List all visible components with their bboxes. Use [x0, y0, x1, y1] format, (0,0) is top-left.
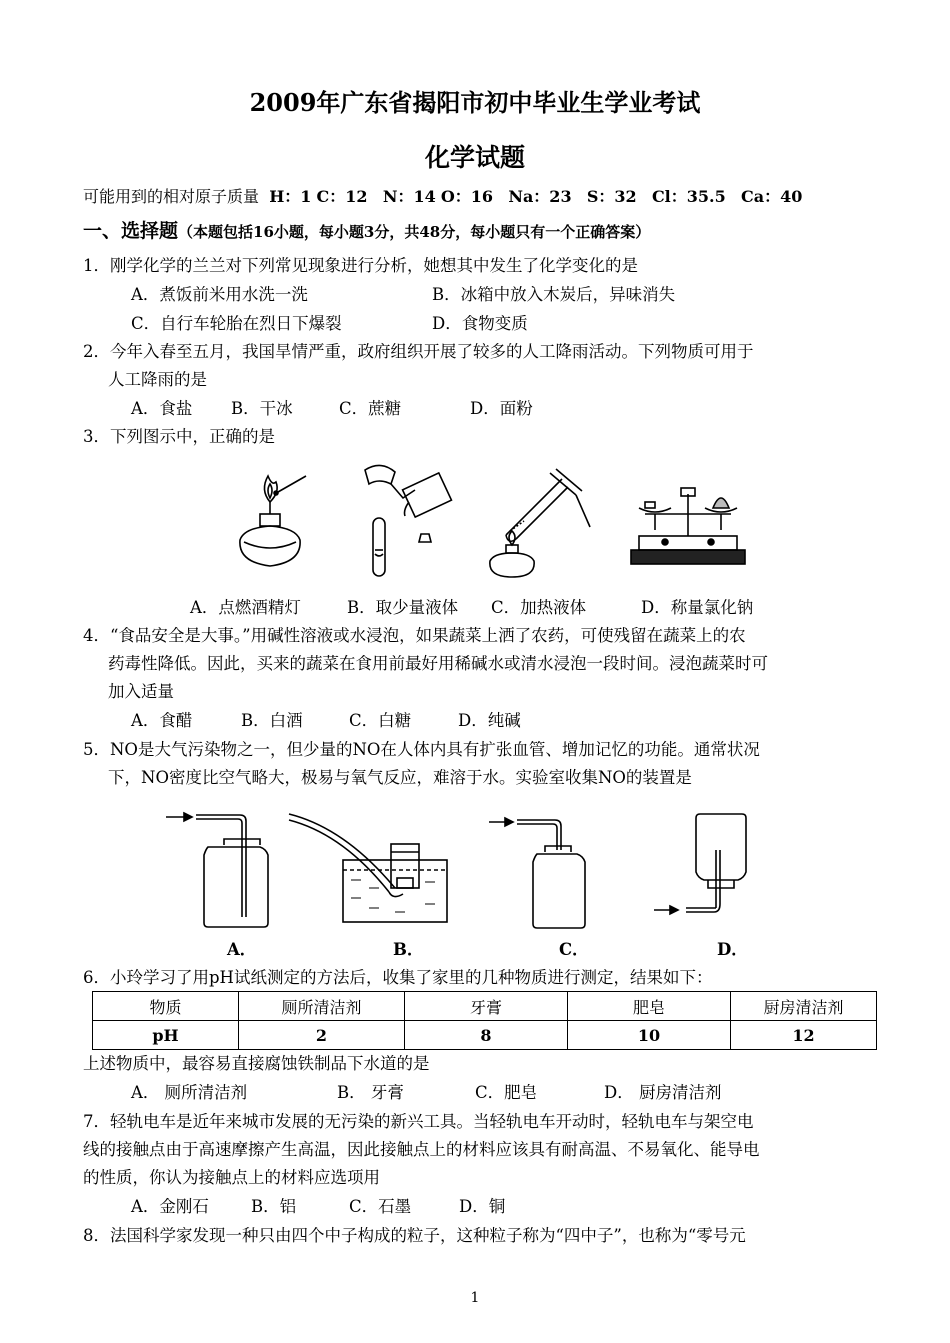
q2-stem-line2: 人工降雨的是: [108, 370, 207, 389]
q6-stem: 6．小玲学习了用pH试纸测定的方法后，收集了家里的几种物质进行测定，结果如下：: [83, 968, 713, 987]
ph-table-value-cell: 12: [731, 1021, 877, 1050]
q1-option-d: D．食物变质: [432, 314, 528, 333]
q1-stem: 1．刚学化学的兰兰对下列常见现象进行分析，她想其中发生了化学变化的是: [83, 256, 638, 275]
take-liquid-figure: [345, 458, 455, 582]
q4-option-d: D．纯碱: [458, 711, 521, 730]
atomic-mass-n: N：14: [382, 187, 436, 206]
q4-stem-line1: 4．“食品安全是大事。”用碱性溶液或水浸泡，如果蔬菜上洒了农药，可使残留在蔬菜上的农: [83, 626, 746, 645]
q2-option-c: C．蔗糖: [339, 399, 402, 418]
inverted-bottle-figure: [650, 810, 750, 920]
ph-table-value-row: [93, 1021, 877, 1050]
ph-table-header-cell: 厨房清洁剂: [731, 992, 877, 1021]
q6-stem-line2: 上述物质中，最容易直接腐蚀铁制品下水道的是: [83, 1054, 430, 1073]
balance-scale-figure: [625, 478, 750, 568]
water-trough-collection-figure: [285, 808, 455, 930]
ph-table: [92, 991, 877, 1050]
page-subtitle: 化学试题: [424, 143, 525, 172]
q2-option-d: D．面粉: [470, 399, 533, 418]
ph-table-value-cell: pH: [93, 1021, 239, 1050]
ph-table-header-cell: 厕所清洁剂: [239, 992, 405, 1021]
atomic-mass-na: Na：23: [508, 187, 572, 206]
q7-stem-line1: 7．轻轨电车是近年来城市发展的无污染的新兴工具。当轻轨电车开动时，轻轨电车与架空电: [83, 1112, 754, 1131]
q5-stem-line2: 下，NO密度比空气略大，极易与氧气反应，难溶于水。实验室收集NO的装置是: [108, 768, 692, 787]
q4-stem-line2: 药毒性降低。因此，买来的蔬菜在食用前最好用稀碱水或清水浸泡一段时间。浸泡蔬菜时可: [108, 654, 768, 673]
q2-stem-line1: 2．今年入春至五月，我国旱情严重，政府组织开展了较多的人工降雨活动。下列物质可用于: [83, 342, 754, 361]
q6-option-d: D． 厨房清洁剂: [604, 1083, 722, 1102]
atomic-mass-c: C：12: [316, 187, 368, 206]
ph-table-header-row: [93, 992, 877, 1021]
q7-option-c: C．石墨: [349, 1197, 412, 1216]
q3-option-c: C．加热液体: [491, 598, 587, 617]
q6-option-c: C．肥皂: [475, 1083, 538, 1102]
q5-stem-line1: 5．NO是大气污染物之一，但少量的NO在人体内具有扩张血管、增加记忆的功能。通常状况: [83, 740, 760, 759]
section-heading: [83, 219, 650, 244]
ph-table-header-cell: 牙膏: [405, 992, 568, 1021]
atomic-mass-s: S：32: [586, 187, 637, 206]
ph-table-header-cell: 物质: [93, 992, 239, 1021]
q3-option-b: B．取少量液体: [347, 598, 459, 617]
ph-table-value-cell: 8: [405, 1021, 568, 1050]
q7-option-a: A．金刚石: [131, 1197, 209, 1216]
atomic-mass-line: [83, 185, 802, 209]
heat-liquid-figure: [480, 465, 595, 581]
q7-option-b: B．铝: [251, 1197, 297, 1216]
q6-option-a: A． 厕所清洁剂: [131, 1083, 248, 1102]
atomic-mass-cl: Cl：35.5: [651, 187, 726, 206]
q1-option-c: C．自行车轮胎在烈日下爆裂: [131, 314, 342, 333]
gas-bottle-short-tube-figure: [485, 808, 590, 930]
ph-table-value-cell: 2: [239, 1021, 405, 1050]
q8-stem-line1: 8．法国科学家发现一种只由四个中子构成的粒子，这种粒子称为“四中子”，也称为“零号元: [83, 1226, 746, 1245]
q5-option-b: B．: [393, 940, 424, 959]
section-title: 一、选择题: [83, 220, 179, 242]
atomic-mass-ca: Ca：40: [741, 187, 803, 206]
q5-option-a: A．: [227, 940, 257, 959]
q6-option-b: B． 牙膏: [337, 1083, 404, 1102]
page-title: 2009年广东省揭阳市初中毕业生学业考试: [249, 88, 701, 117]
atomic-mass-o: O：16: [440, 187, 494, 206]
q1-option-b: B．冰箱中放入木炭后，异味消失: [432, 285, 676, 304]
q7-option-d: D．铜: [459, 1197, 506, 1216]
q7-stem-line2: 线的接触点由于高速摩擦产生高温，因此接触点上的材料应该具有耐高温、不易氧化、能导电: [83, 1140, 760, 1159]
q7-stem-line3: 的性质，你认为接触点上的材料应选项用: [83, 1168, 380, 1187]
q5-option-d: D．: [717, 940, 748, 959]
ph-table-value-cell: 10: [568, 1021, 731, 1050]
page-number: 1: [470, 1290, 480, 1306]
alcohol-lamp-lighting-figure: [230, 462, 310, 574]
atomic-mass-label: 可能用到的相对原子质量: [83, 187, 260, 206]
q3-option-d: D．称量氯化钠: [641, 598, 754, 617]
q3-option-a: A．点燃酒精灯: [190, 598, 301, 617]
q5-option-c: C．: [559, 940, 589, 959]
q4-option-a: A．食醋: [131, 711, 193, 730]
q1-option-a: A．煮饭前米用水洗一洗: [131, 285, 308, 304]
q2-option-a: A．食盐: [131, 399, 193, 418]
q4-option-b: B．白酒: [241, 711, 303, 730]
q3-stem: 3．下列图示中，正确的是: [83, 427, 275, 446]
q4-stem-line3: 加入适量: [108, 682, 174, 701]
gas-bottle-long-tube-figure: [160, 805, 270, 930]
q4-option-c: C．白糖: [349, 711, 412, 730]
ph-table-header-cell: 肥皂: [568, 992, 731, 1021]
atomic-mass-h: H：1: [269, 187, 312, 206]
q2-option-b: B．干冰: [231, 399, 293, 418]
section-note: （本题包括16小题，每小题3分，共48分，每小题只有一个正确答案）: [178, 223, 651, 241]
